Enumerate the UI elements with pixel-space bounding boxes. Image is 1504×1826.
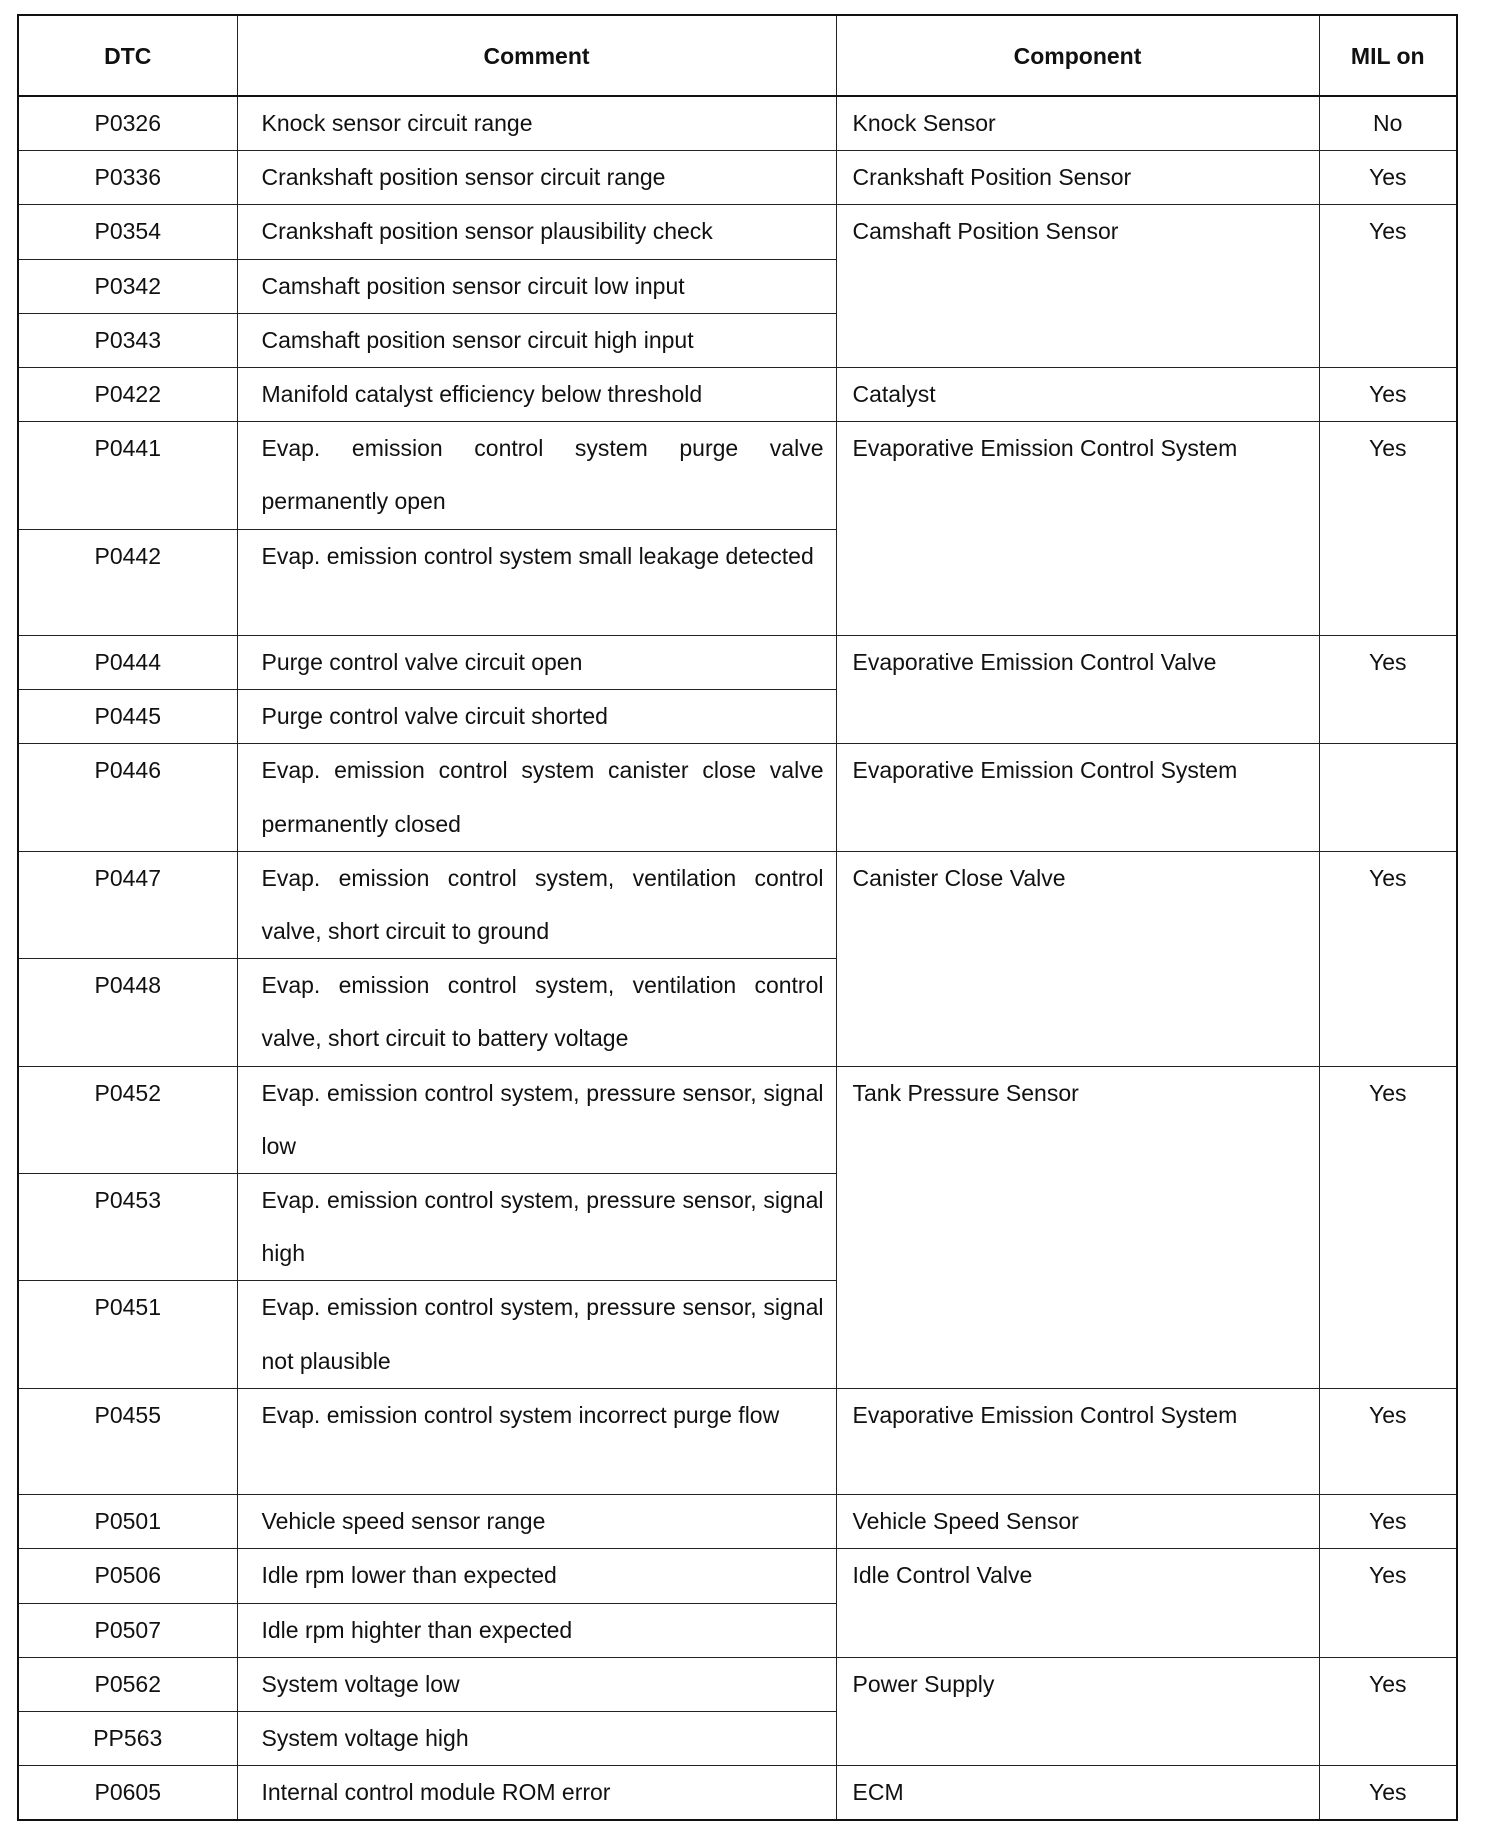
dtc-comment: Evap. emission control system canister close valve permanently closed bbox=[237, 744, 836, 851]
dtc-table bbox=[17, 14, 1458, 1821]
dtc-code: P0336 bbox=[18, 151, 237, 205]
mil-on: Yes bbox=[1319, 1388, 1457, 1494]
dtc-comment: Purge control valve circuit shorted bbox=[237, 690, 836, 744]
dtc-comment: Manifold catalyst efficiency below threshold bbox=[237, 368, 836, 422]
dtc-comment: System voltage high bbox=[237, 1712, 836, 1766]
dtc-code: P0326 bbox=[18, 96, 237, 151]
dtc-comment: Crankshaft position sensor circuit range bbox=[237, 151, 836, 205]
table-row bbox=[18, 368, 1457, 422]
dtc-comment: Idle rpm highter than expected bbox=[237, 1603, 836, 1657]
header-dtc: DTC bbox=[18, 15, 237, 96]
table-row bbox=[18, 96, 1457, 151]
component: Vehicle Speed Sensor bbox=[836, 1495, 1319, 1549]
dtc-code: P0507 bbox=[18, 1603, 237, 1657]
component: Camshaft Position Sensor bbox=[836, 205, 1319, 368]
table-row bbox=[18, 422, 1457, 529]
component: Power Supply bbox=[836, 1657, 1319, 1765]
component: Idle Control Valve bbox=[836, 1549, 1319, 1657]
component: Crankshaft Position Sensor bbox=[836, 151, 1319, 205]
dtc-comment: Knock sensor circuit range bbox=[237, 96, 836, 151]
dtc-code: P0455 bbox=[18, 1388, 237, 1494]
mil-on: Yes bbox=[1319, 422, 1457, 636]
table-row bbox=[18, 151, 1457, 205]
dtc-comment: Internal control module ROM error bbox=[237, 1766, 836, 1821]
header-component: Component bbox=[836, 15, 1319, 96]
dtc-comment: Purge control valve circuit open bbox=[237, 636, 836, 690]
dtc-comment: Evap. emission control system, ventilation control valve, short circuit to battery voltage bbox=[237, 959, 836, 1066]
component: Tank Pressure Sensor bbox=[836, 1066, 1319, 1388]
dtc-code: P0562 bbox=[18, 1657, 237, 1711]
dtc-code: P0452 bbox=[18, 1066, 237, 1173]
dtc-code: P0453 bbox=[18, 1174, 237, 1281]
dtc-code: P0422 bbox=[18, 368, 237, 422]
dtc-comment: Evap. emission control system, ventilation control valve, short circuit to ground bbox=[237, 851, 836, 958]
header-mil-on: MIL on bbox=[1319, 15, 1457, 96]
table-row bbox=[18, 1766, 1457, 1821]
dtc-code: P0354 bbox=[18, 205, 237, 259]
dtc-comment: Vehicle speed sensor range bbox=[237, 1495, 836, 1549]
dtc-code: P0501 bbox=[18, 1495, 237, 1549]
component: Evaporative Emission Control System bbox=[836, 422, 1319, 636]
dtc-code: P0448 bbox=[18, 959, 237, 1066]
dtc-comment: Camshaft position sensor circuit low input bbox=[237, 259, 836, 313]
mil-on: Yes bbox=[1319, 151, 1457, 205]
dtc-comment: Evap. emission control system, pressure sensor, signal not plausible bbox=[237, 1281, 836, 1388]
component: Catalyst bbox=[836, 368, 1319, 422]
table-row bbox=[18, 636, 1457, 690]
table-row bbox=[18, 1657, 1457, 1711]
table-row bbox=[18, 1066, 1457, 1173]
table-body bbox=[18, 96, 1457, 1820]
header-comment: Comment bbox=[237, 15, 836, 96]
dtc-code: P0445 bbox=[18, 690, 237, 744]
component: Evaporative Emission Control System bbox=[836, 744, 1319, 851]
dtc-comment: Camshaft position sensor circuit high input bbox=[237, 313, 836, 367]
mil-on: Yes bbox=[1319, 1549, 1457, 1657]
component: ECM bbox=[836, 1766, 1319, 1821]
dtc-code: P0605 bbox=[18, 1766, 237, 1821]
dtc-code: P0451 bbox=[18, 1281, 237, 1388]
dtc-code: P0446 bbox=[18, 744, 237, 851]
dtc-comment: Evap. emission control system incorrect purge flow bbox=[237, 1388, 836, 1494]
mil-on: Yes bbox=[1319, 636, 1457, 744]
mil-on: Yes bbox=[1319, 205, 1457, 368]
table-row bbox=[18, 1495, 1457, 1549]
dtc-comment: System voltage low bbox=[237, 1657, 836, 1711]
table-row bbox=[18, 205, 1457, 259]
mil-on: Yes bbox=[1319, 1766, 1457, 1821]
dtc-code: PP563 bbox=[18, 1712, 237, 1766]
component: Evaporative Emission Control Valve bbox=[836, 636, 1319, 744]
dtc-code: P0506 bbox=[18, 1549, 237, 1603]
component: Evaporative Emission Control System bbox=[836, 1388, 1319, 1494]
component: Knock Sensor bbox=[836, 96, 1319, 151]
table-row bbox=[18, 1549, 1457, 1603]
dtc-comment: Evap. emission control system, pressure sensor, signal low bbox=[237, 1066, 836, 1173]
dtc-comment: Evap. emission control system small leakage detected bbox=[237, 529, 836, 635]
mil-on: Yes bbox=[1319, 368, 1457, 422]
mil-on: Yes bbox=[1319, 1657, 1457, 1765]
dtc-comment: Idle rpm lower than expected bbox=[237, 1549, 836, 1603]
mil-on: Yes bbox=[1319, 851, 1457, 1066]
dtc-code: P0442 bbox=[18, 529, 237, 635]
mil-on: Yes bbox=[1319, 1495, 1457, 1549]
table-row bbox=[18, 744, 1457, 851]
dtc-code: P0447 bbox=[18, 851, 237, 958]
table-row bbox=[18, 1388, 1457, 1494]
mil-on: No bbox=[1319, 96, 1457, 151]
header-row bbox=[18, 15, 1457, 96]
dtc-code: P0342 bbox=[18, 259, 237, 313]
component: Canister Close Valve bbox=[836, 851, 1319, 1066]
mil-on: Yes bbox=[1319, 1066, 1457, 1388]
mil-on bbox=[1319, 744, 1457, 851]
dtc-comment: Evap. emission control system purge valve permanently open bbox=[237, 422, 836, 529]
dtc-comment: Evap. emission control system, pressure sensor, signal high bbox=[237, 1174, 836, 1281]
dtc-comment: Crankshaft position sensor plausibility check bbox=[237, 205, 836, 259]
dtc-code: P0444 bbox=[18, 636, 237, 690]
dtc-code: P0343 bbox=[18, 313, 237, 367]
table-row bbox=[18, 851, 1457, 958]
dtc-code: P0441 bbox=[18, 422, 237, 529]
